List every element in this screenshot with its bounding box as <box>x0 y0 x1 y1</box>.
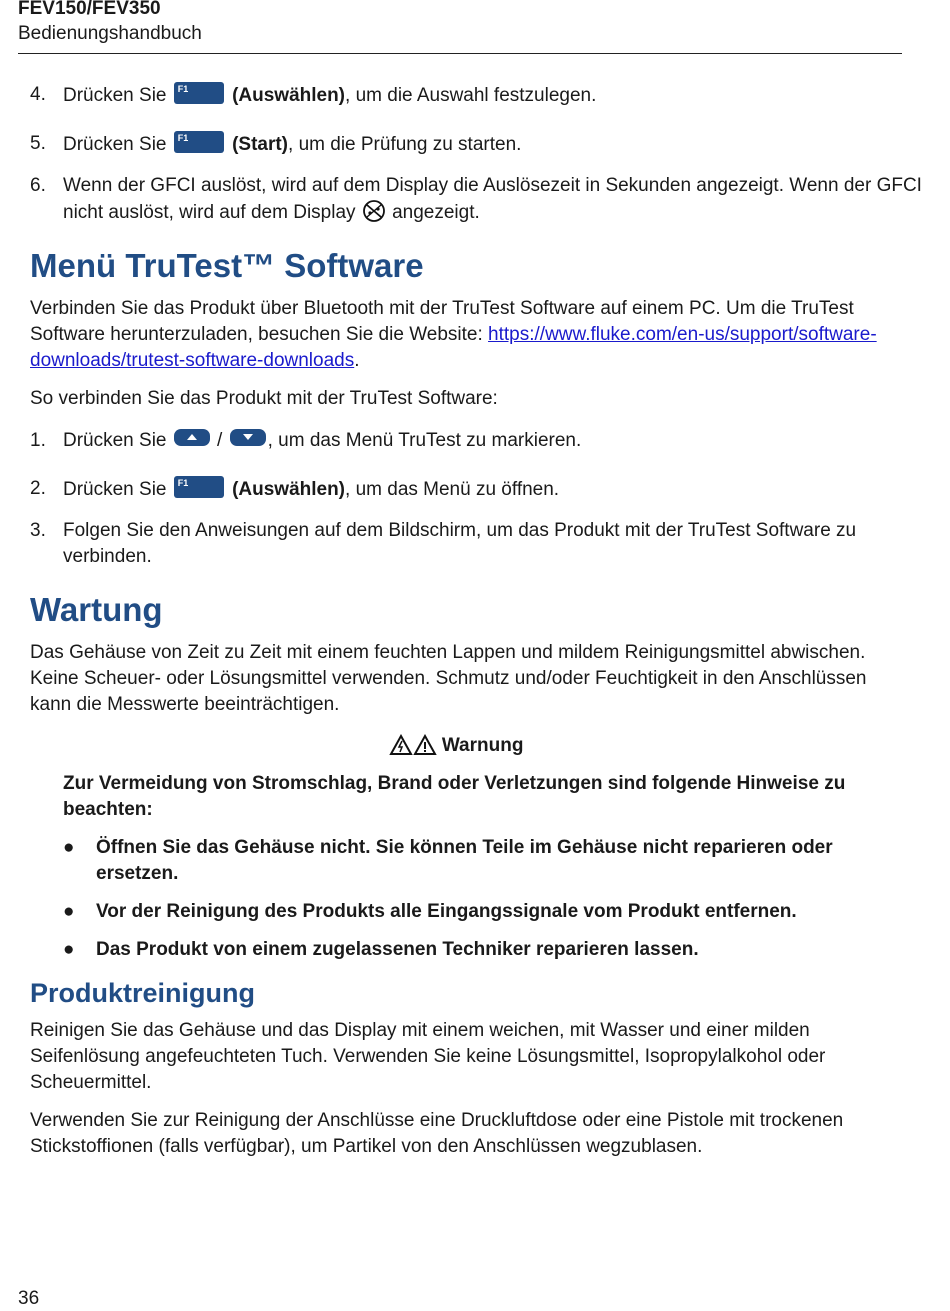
caution-warning-icon <box>413 734 437 764</box>
warning-bullet-3: ● Das Produkt von einem zugelassenen Techniker reparieren lassen. <box>63 939 699 960</box>
page-number: 36 <box>18 1288 40 1309</box>
step-6: 6. Wenn der GFCI auslöst, wird auf dem Display die Auslösezeit in Sekunden angezeigt. Wenn der GFCI nicht auslöst, wird auf dem Display angezeigt. <box>30 173 935 231</box>
document-subtitle: Bedienungshandbuch <box>18 23 202 44</box>
f1-key-icon: F1 <box>174 476 224 498</box>
step-5: 5. Drücken Sie F1 (Start), um die Prüfung zu starten. <box>30 133 522 155</box>
warning-title: Warnung <box>30 733 882 764</box>
product-model: FEV150/FEV350 <box>18 0 161 19</box>
warning-intro: Zur Vermeidung von Stromschlag, Brand oder Verletzungen sind folgende Hinweise zu beachten: <box>63 773 846 820</box>
wartung-body: Das Gehäuse von Zeit zu Zeit mit einem feuchten Lappen und mildem Reinigungsmittel abwischen. Keine Scheuer- oder Lösungsmittel verwenden. Schmutz und/oder Feuchtigkeit in den Anschlüssen kann die Messwerte beeinträchtigen. <box>30 642 867 715</box>
warning-bullet-1: ● Öffnen Sie das Gehäuse nicht. Sie können Teile im Gehäuse nicht reparieren oder ersetzen. <box>63 837 833 884</box>
section-heading-produktreinigung: Produktreinigung <box>30 978 255 1008</box>
step-4: 4. Drücken Sie F1 (Auswählen), um die Auswahl festzulegen. <box>30 84 597 106</box>
electric-hazard-warning-icon <box>389 734 413 764</box>
trutest-step-1: 1. Drücken Sie / , um das Menü TruTest zu markieren. <box>30 430 582 451</box>
trutest-intro: Verbinden Sie das Produkt über Bluetooth mit der TruTest Software auf einem PC. Um die TruTest Software herunterzuladen, besuchen Sie die Website: https://www.fluke.com/en-us/support/software-downloads/trutest-software-downloads. <box>30 298 877 371</box>
section-heading-trutest: Menü TruTest™ Software <box>30 247 424 284</box>
page-header <box>18 0 902 54</box>
trutest-download-link[interactable]: https://www.fluke.com/en-us/support/software-downloads/trutest-software-downloads <box>30 324 877 371</box>
f1-key-icon: F1 <box>174 131 224 153</box>
trutest-step-3: 3. Folgen Sie den Anweisungen auf dem Bildschirm, um das Produkt mit der TruTest Software zu verbinden. <box>30 520 857 567</box>
section-heading-wartung: Wartung <box>30 591 163 628</box>
down-arrow-key-icon <box>230 429 266 446</box>
f1-key-icon: F1 <box>174 82 224 104</box>
trutest-connect-intro: So verbinden Sie das Produkt mit der TruTest Software: <box>30 388 498 409</box>
reinigung-paragraph-1: Reinigen Sie das Gehäuse und das Display mit einem weichen, mit Wasser und einer milden Seifenlösung angefeuchteten Tuch. Verwenden Sie keine Lösungsmittel, Isopropylalkohol oder Scheuermittel. <box>30 1020 826 1093</box>
reinigung-paragraph-2: Verwenden Sie zur Reinigung der Anschlüsse eine Druckluftdose oder eine Pistole mit trockenen Stickstoffionen (falls verfügbar), um Partikel von den Anschlüssen wegzublasen. <box>30 1110 844 1157</box>
no-trip-icon <box>361 199 387 231</box>
trutest-step-2: 2. Drücken Sie F1 (Auswählen), um das Menü zu öffnen. <box>30 478 560 500</box>
up-arrow-key-icon <box>174 429 210 446</box>
warning-bullet-2: ● Vor der Reinigung des Produkts alle Eingangssignale vom Produkt entfernen. <box>63 901 797 922</box>
